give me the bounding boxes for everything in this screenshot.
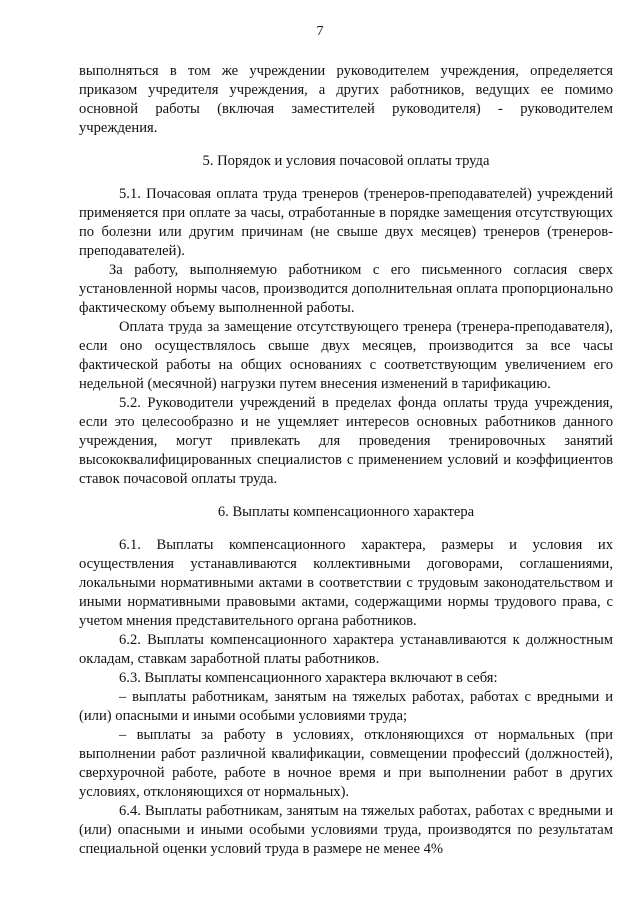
section-6-title: 6. Выплаты компенсационного характера [217,504,475,520]
section-6-paragraph-2: 6.2. Выплаты компенсационного характера устанавливаются к должностным окладам, ставкам заработной платы работников. [79,632,613,667]
list-item: – выплаты работникам, занятым на тяжелых работах, работах с вредными и (или) опасными и иными особыми условиями труда; [79,689,613,724]
section-5-paragraph-2: За работу, выполняемую работником с его письменного согласия сверх установленной нормы часов, производится дополнительная оплата пропорционально фактическому объему выполненной работы. [79,262,613,316]
section-6-paragraph-1: 6.1. Выплаты компенсационного характера, размеры и условия их осуществления устанавливаются коллективными договорами, соглашениями, локальными нормативными актами в соответствии с трудовым законодательством и иными нормативными правовыми актами, содержащими нормы трудового права, с учетом мнения представительного органа работников. [79,537,613,629]
section-5-title: 5. Порядок и условия почасовой оплаты труда [202,153,490,169]
page-number: 7 [316,24,324,39]
document-body [79,62,613,859]
section-6-paragraph-4: 6.4. Выплаты работникам, занятым на тяжелых работах, работах с вредными и (или) опасными и иными особыми условиями труда, производятся по результатам специальной оценки условий труда в размере не менее 4% [79,803,613,857]
intro-paragraph: выполняться в том же учреждении руководителем учреждения, определяется приказом учредителя учреждения, а других работников, ведущих ее помимо основной работы (включая заместителей руководителя) - руководителем учреждения. [79,63,613,136]
section-5-paragraph-1: 5.1. Почасовая оплата труда тренеров (тренеров-преподавателей) учреждений применяется при оплате за часы, отработанные в порядке замещения отсутствующих по болезни или другим причинам (не свыше двух месяцев) тренеров (тренеров-преподавателей). [79,186,613,259]
section-5-paragraph-3: Оплата труда за замещение отсутствующего тренера (тренера-преподавателя), если оно осуществлялось свыше двух месяцев, производится за все часы фактической работы на общих основаниях с соответствующим увеличением его недельной (месячной) нагрузки путем внесения изменений в тарификацию. [79,319,613,392]
list-item: – выплаты за работу в условиях, отклоняющихся от нормальных (при выполнении работ различной квалификации, совмещении профессий (должностей), сверхурочной работе, работе в ночное время и при выполнении работ в других условиях, отклоняющихся от нормальных). [79,727,613,800]
section-6-paragraph-3: 6.3. Выплаты компенсационного характера включают в себя: [119,670,498,686]
section-5-paragraph-4: 5.2. Руководители учреждений в пределах фонда оплаты труда учреждения, если это целесообразно и не ущемляет интересов основных работников данного учреждения, могут привлекать для проведения тренировочных занятий высококвалифицированных специалистов с применением условий и коэффициентов ставок почасовой оплаты труда. [79,395,613,487]
